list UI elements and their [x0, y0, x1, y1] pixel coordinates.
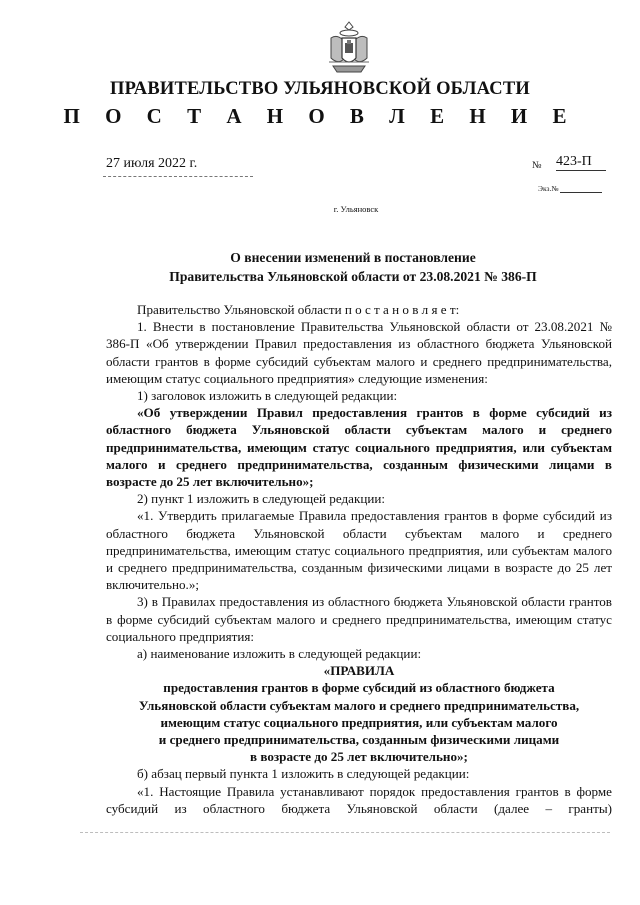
document-date: 27 июля 2022 г.	[106, 156, 198, 171]
document-number: 423-П	[556, 154, 606, 171]
title-line-1: О внесении изменений в постановление	[230, 250, 476, 265]
paragraph-9: б) абзац первый пункта 1 изложить в следующей редакции:	[137, 766, 470, 782]
rules-heading-line-3: имеющим статус социального предприятия, или субъектам малого	[160, 714, 558, 730]
title-line-2: Правительства Ульяновской области от 23.08.2021 № 386-П	[169, 269, 537, 284]
city-name: г. Ульяновск	[333, 204, 379, 214]
paragraph-2: 1) заголовок изложить в следующей редакции:	[137, 388, 398, 404]
rules-heading: «ПРАВИЛА	[323, 663, 395, 679]
date-underline	[103, 176, 253, 177]
rules-heading-line-2: Ульяновской области субъектам малого и среднего предпринимательства,	[138, 697, 580, 713]
paragraph-4: 2) пункт 1 изложить в следующей редакции:	[137, 491, 385, 507]
paragraph-6: 3) в Правилах предоставления из областного бюджета Ульяновской области грантов в форме субсидий субъектам малого и среднего предпринимательства, имеющим статус социального предприятия:	[106, 594, 612, 644]
paragraph-1: 1. Внести в постановление Правительства Ульяновской области от 23.08.2021 № 386-П «Об утверждении Правил предоставления из областного бюджета Ульяновской области грантов в форме субсидий субъектам малого и среднего предпринимательства, имеющим статус социального предприятия» следующие изменения:	[106, 319, 612, 386]
number-label: №	[532, 160, 542, 171]
page-bottom-dashes	[80, 832, 610, 833]
copy-number-label: Экз.№	[538, 184, 559, 193]
rules-heading-line-1: предоставления грантов в форме субсидий из областного бюджета	[163, 680, 555, 696]
rules-heading-line-5: в возрасте до 25 лет включительно»;	[250, 749, 468, 765]
intro-prefix: Правительство Ульяновской области	[137, 302, 342, 317]
paragraph-5: «1. Утвердить прилагаемые Правила предоставления грантов в форме субсидий из областного бюджета Ульяновской области субъектам малого и среднего предпринимательства, имеющим статус социального предприятия, или субъектам малого и среднего предпринимательства, созданным физическими лицами в возрасте до 25 лет включительно.»;	[106, 508, 612, 593]
document-type: П О С Т А Н О В Л Е Н И Е	[63, 104, 577, 128]
intro-verb: п о с т а н о в л я е т:	[344, 302, 460, 317]
document-body	[106, 301, 612, 817]
coat-of-arms-icon	[323, 18, 375, 76]
paragraph-3-new-title: «Об утверждении Правил предоставления грантов в форме субсидий из областного бюджета Ульяновской области субъектам малого и среднего предпринимательства, имеющим статус социального предприятия, или субъектам малого и среднего предпринимательства, созданным физическими лицами в возрасте до 25 лет включительно»;	[106, 405, 612, 490]
copy-number-line	[560, 192, 602, 193]
intro-paragraph	[106, 301, 612, 318]
paragraph-7: а) наименование изложить в следующей редакции:	[137, 646, 422, 662]
organization-name: ПРАВИТЕЛЬСТВО УЛЬЯНОВСКОЙ ОБЛАСТИ	[110, 79, 530, 99]
paragraph-10: «1. Настоящие Правила устанавливают порядок предоставления грантов в форме субсидий из областного бюджета Ульяновской области (далее – гранты)	[106, 783, 612, 816]
rules-heading-line-4: и среднего предпринимательства, созданным физическими лицами	[158, 732, 560, 748]
document-title	[0, 248, 640, 286]
